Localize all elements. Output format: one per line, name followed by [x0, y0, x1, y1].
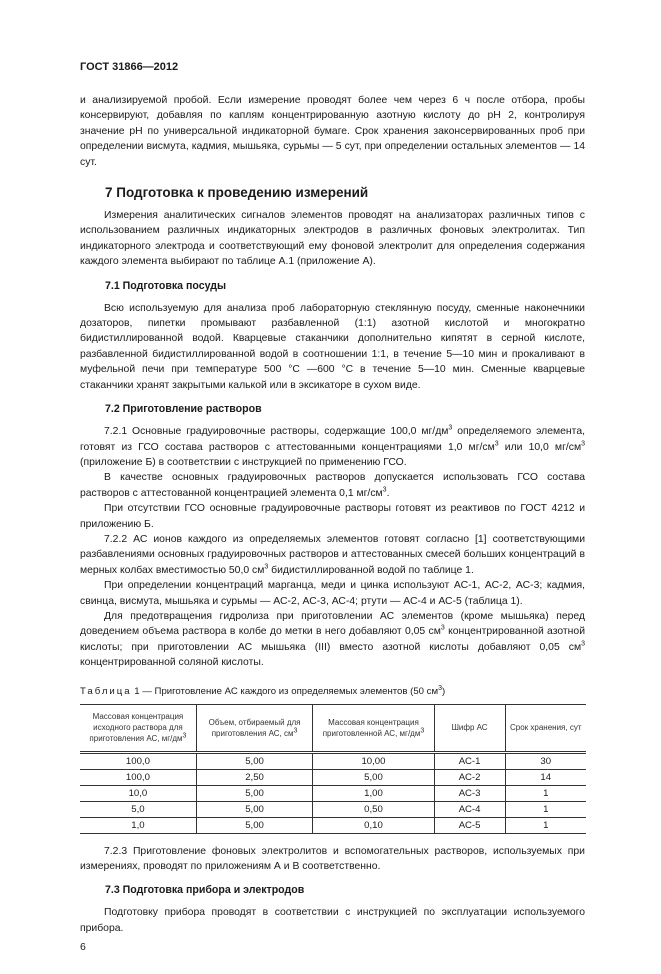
table-caption: Таблица 1 — Приготовление АС каждого из определяемых элементов (50 $см^3$)	[80, 684, 446, 697]
table-cell: АС-4	[434, 801, 505, 817]
section-7-1-heading: 7.1 Подготовка посуды	[105, 279, 227, 292]
table-row	[80, 752, 586, 769]
table-cell: АС-3	[434, 785, 505, 801]
section-7-3-heading: 7.3 Подготовка прибора и электродов	[105, 884, 305, 897]
section-7-1-paragraph: Всю используемую для анализа проб лабораторную стеклянную посуду, сменные наконечники дозаторов, пипетки промывают разбавленной (1:1) азотной кислотой и многократно бидистиллированной водой. Кварцевые стаканчики дополнительно кипятят в серной кислоте, разбавленной бидистиллированной водой в соотношении 1:1, в течение 5—10 мин и прокаливают в муфельной печи при температуре 500 °С —600 °С в течение 5—10 мин. Сменные кварцевые стаканчики хранят закрытыми калькой или в эксикаторе в сухом виде.	[80, 302, 585, 391]
section-7-paragraph: Измерения аналитических сигналов элементов проводят на анализаторах различных типов с использованием различных индикаторных электродов в различных фоновых электролитах. Тип индикаторного электрода и соответствующий ему фоновой электролит для определения содержания каждого элемента выбирают по таблице А.1 (приложение А).	[80, 210, 585, 268]
paragraph-7-2-1: 7.2.1 Основные градуировочные растворы, содержащие 100,0 $мг/дм^3$ определяемого элемента, готовят из ГСО состава растворов с аттестованными концентрациями 1,0 $мг/см^3$ или 10,0 $мг/см^3$ (приложение Б) в соответствии с инструкцией по применению ГСО.	[80, 424, 585, 468]
table-cell: 1,00	[313, 785, 434, 801]
column-header: Объем, отбираемый для приготовления АС, $см^3$	[196, 704, 312, 752]
document-header: ГОСТ 31866—2012	[80, 61, 179, 73]
table-row	[80, 801, 586, 817]
table-cell: 14	[505, 769, 586, 785]
page-number: 6	[80, 941, 86, 954]
table-cell: 30	[505, 752, 586, 769]
table-cell: 5,0	[80, 801, 196, 817]
section-7-heading: 7 Подготовка к проведению измерений	[105, 185, 369, 201]
column-header: Массовая концентрация исходного раствора для приготовления АС, $мг/дм^3$	[80, 704, 196, 752]
table-row	[80, 769, 586, 785]
table-cell: 1	[505, 817, 586, 833]
table-cell: 10,0	[80, 785, 196, 801]
paragraph-gso: В качестве основных градуировочных растворов допускается использовать ГСО состава растворов с аттестованной концентрацией элемента 0,1 $мг/см^3$.	[80, 472, 585, 499]
paragraph-7-2-3: 7.2.3 Приготовление фоновых электролитов и вспомогательных растворов, используемых при измерениях, проводят по приложениям А и В соответственно.	[80, 845, 585, 872]
table-cell: АС-1	[434, 752, 505, 769]
column-header: Шифр АС	[434, 704, 505, 752]
table-cell: 1	[505, 785, 586, 801]
paragraph-concentrations: При определении концентраций марганца, меди и цинка используют АС-1, АС-2, АС-3; кадмия, свинца, висмута, мышьяка и сурьмы — АС-2, АС-3, АС-4; ртути — АС-4 и АС-5 (таблица 1).	[80, 580, 585, 607]
table-cell: 0,10	[313, 817, 434, 833]
table-row	[80, 785, 586, 801]
table-cell: 5,00	[196, 785, 312, 801]
paragraph-hydrolysis: Для предотвращения гидролиза при приготовлении АС элементов (кроме мышьяка) перед доведением объема раствора в колбе до метки в него добавляют 0,05 $см^3$ концентрированной азотной кислоты; при приготовлении АС мышьяка (III) вместо азотной кислоты добавляют 0,05 $см^3$ концентрированной соляной кислоты.	[80, 610, 585, 669]
paragraph-no-gso: При отсутствии ГСО основные градуировочные растворы готовят из реактивов по ГОСТ 4212 и приложению Б.	[80, 503, 585, 530]
paragraph-7-2-2: 7.2.2 АС ионов каждого из определяемых элементов готовят согласно [1] соответствующими разбавлениями основных градуировочных растворов и аттестованных смесей больших концентраций в мерных колбах вместимостью 50,0 $см^3$ бидистиллированной водой по таблице 1.	[80, 533, 585, 576]
table-cell: 5,00	[196, 752, 312, 769]
table-cell: 1	[505, 801, 586, 817]
table-cell: 100,0	[80, 752, 196, 769]
section-7-3-paragraph: Подготовку прибора проводят в соответствии с инструкцией по эксплуатации используемого прибора.	[80, 907, 585, 934]
table-cell: 10,00	[313, 752, 434, 769]
table-cell: 5,00	[196, 801, 312, 817]
section-7-2-heading: 7.2 Приготовление растворов	[105, 403, 262, 416]
column-header: Массовая концентрация приготовленной АС, $мг/дм^3$	[313, 704, 434, 752]
column-header: Срок хранения, сут	[505, 704, 586, 752]
table-cell: 5,00	[313, 769, 434, 785]
table-cell: АС-2	[434, 769, 505, 785]
preparation-table	[80, 704, 586, 834]
table-cell: 2,50	[196, 769, 312, 785]
table-cell: 100,0	[80, 769, 196, 785]
section-7-2-body	[80, 424, 585, 671]
intro-paragraph: и анализируемой пробой. Если измерение проводят более чем через 6 ч после отбора, пробы консервируют, добавляя по каплям концентрированную азотную кислоту до рН 2, контролируя значение рН по универсальной индикаторной бумаге. Срок хранения законсервированных проб при определении висмута, кадмия, мышьяка, сурьмы — 5 сут, при определении остальных элементов — 14 сут.	[80, 95, 585, 168]
table-cell: АС-5	[434, 817, 505, 833]
table-cell: 1,0	[80, 817, 196, 833]
table-row	[80, 817, 586, 833]
table-cell: 0,50	[313, 801, 434, 817]
table-cell: 5,00	[196, 817, 312, 833]
